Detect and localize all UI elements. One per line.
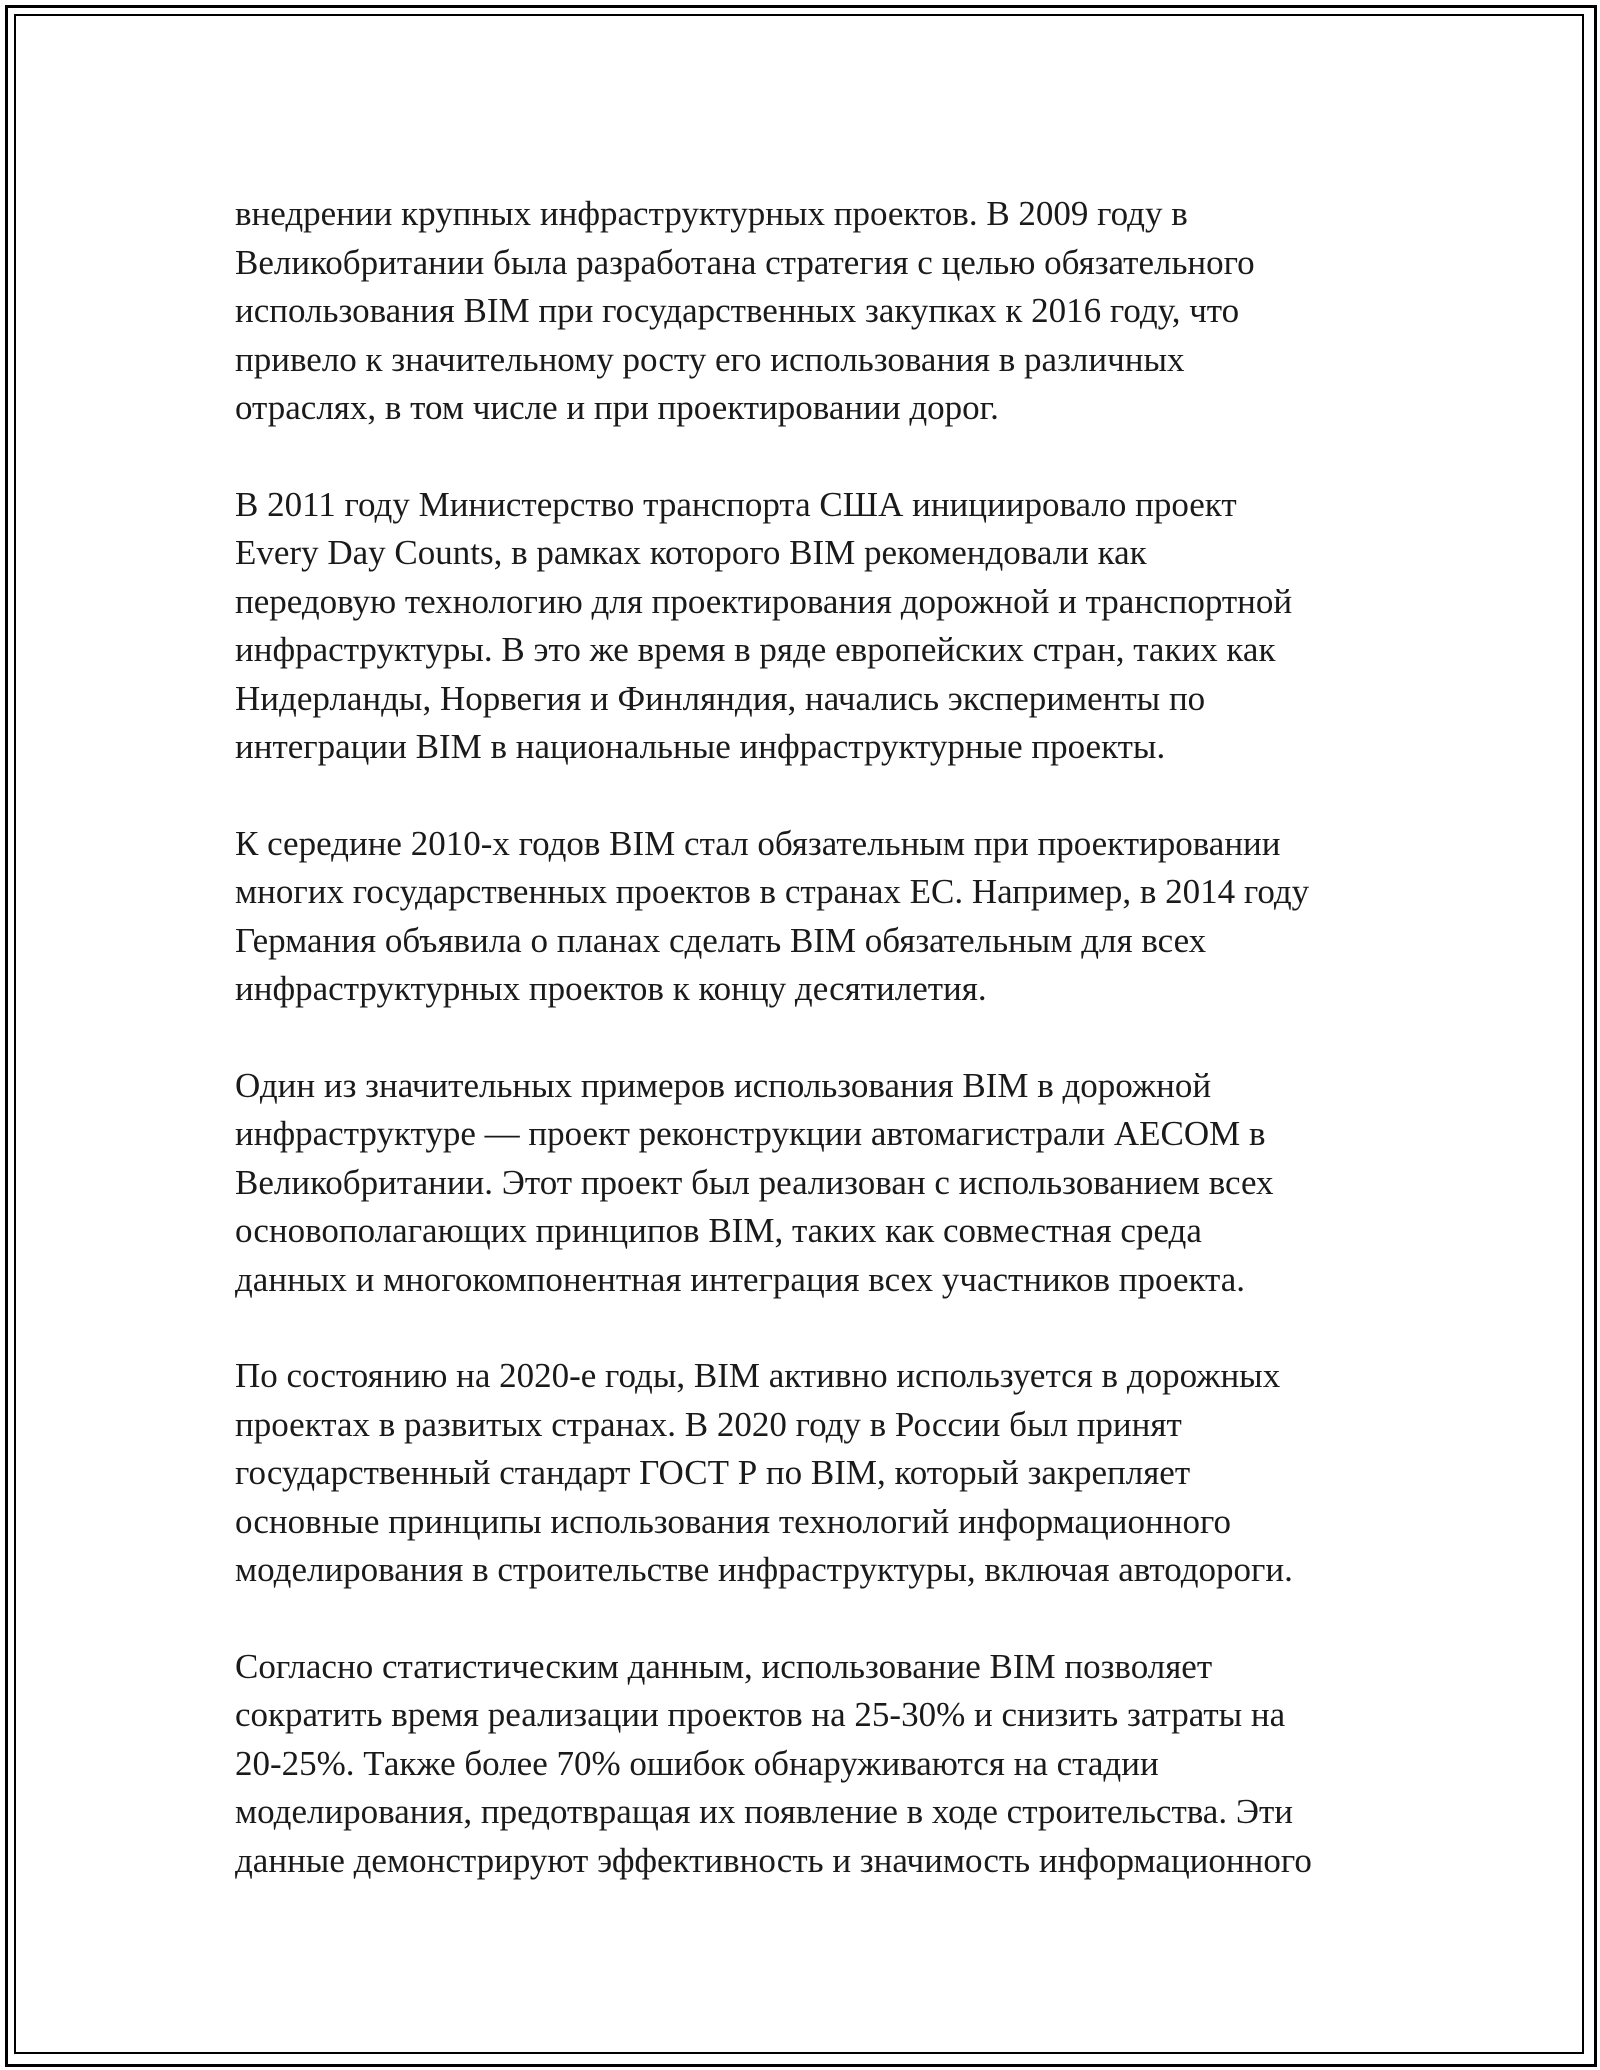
text-line: 20-25%. Также более 70% ошибок обнаруживаются на стадии — [235, 1743, 1159, 1783]
text-line: данные демонстрируют эффективность и значимость информационного — [235, 1840, 1312, 1880]
document-body — [235, 190, 1385, 1933]
paragraph-5 — [235, 1352, 1385, 1595]
text-line: привело к значительному росту его использования в различных — [235, 339, 1185, 379]
text-line: интеграции BIM в национальные инфраструктурные проекты. — [235, 727, 1166, 766]
text-line: Один из значительных примеров использования BIM в дорожной — [235, 1065, 1212, 1105]
text-line: многих государственных проектов в странах ЕС. Например, в 2014 году — [235, 872, 1310, 911]
text-line: государственный стандарт ГОСТ Р по BIM, который закрепляет — [235, 1453, 1191, 1492]
text-line: основные принципы использования технологий информационного — [235, 1501, 1231, 1541]
text-line: отраслях, в том числе и при проектировании дорог. — [235, 388, 999, 427]
text-line: Every Day Counts, в рамках которого BIM рекомендовали как — [235, 533, 1147, 572]
paragraph-6 — [235, 1643, 1385, 1886]
paragraph-3 — [235, 820, 1385, 1014]
paragraph-1 — [235, 190, 1385, 433]
text-line: моделирования, предотвращая их появление в ходе строительства. Эти — [235, 1792, 1293, 1831]
text-line: Нидерланды, Норвегия и Финляндия, начались эксперименты по — [235, 678, 1206, 718]
text-line: инфраструктуры. В это же время в ряде европейских стран, таких как — [235, 630, 1276, 669]
text-line: Согласно статистическим данным, использование BIM позволяет — [235, 1646, 1213, 1686]
text-line: сократить время реализации проектов на 25-30% и снизить затраты на — [235, 1695, 1286, 1734]
text-line: К середине 2010-х годов BIM стал обязательным при проектировании — [235, 823, 1281, 863]
text-line: инфраструктуре — проект реконструкции автомагистрали AECOM в — [235, 1114, 1266, 1153]
paragraph-2 — [235, 481, 1385, 772]
text-line: Германия объявила о планах сделать BIM обязательным для всех — [235, 920, 1207, 960]
text-line: По состоянию на 2020-е годы, BIM активно используется в дорожных — [235, 1356, 1281, 1395]
text-line: Великобритании была разработана стратегия с целью обязательного — [235, 242, 1255, 282]
text-line: моделирования в строительстве инфраструктуры, включая автодороги. — [235, 1550, 1293, 1589]
text-line: передовую технологию для проектирования дорожной и транспортной — [235, 581, 1293, 621]
text-line: использования BIM при государственных закупках к 2016 году, что — [235, 291, 1240, 330]
text-line: В 2011 году Министерство транспорта США инициировало проект — [235, 484, 1237, 524]
text-line: Великобритании. Этот проект был реализован с использованием всех — [235, 1162, 1274, 1202]
paragraph-4 — [235, 1062, 1385, 1305]
text-line: данных и многокомпонентная интеграция всех участников проекта. — [235, 1259, 1246, 1299]
text-line: внедрении крупных инфраструктурных проектов. В 2009 году в — [235, 194, 1188, 233]
text-line: проектах в развитых странах. В 2020 году в России был принят — [235, 1404, 1182, 1444]
text-line: основополагающих принципов BIM, таких как совместная среда — [235, 1211, 1202, 1250]
text-line: инфраструктурных проектов к концу десятилетия. — [235, 969, 987, 1008]
